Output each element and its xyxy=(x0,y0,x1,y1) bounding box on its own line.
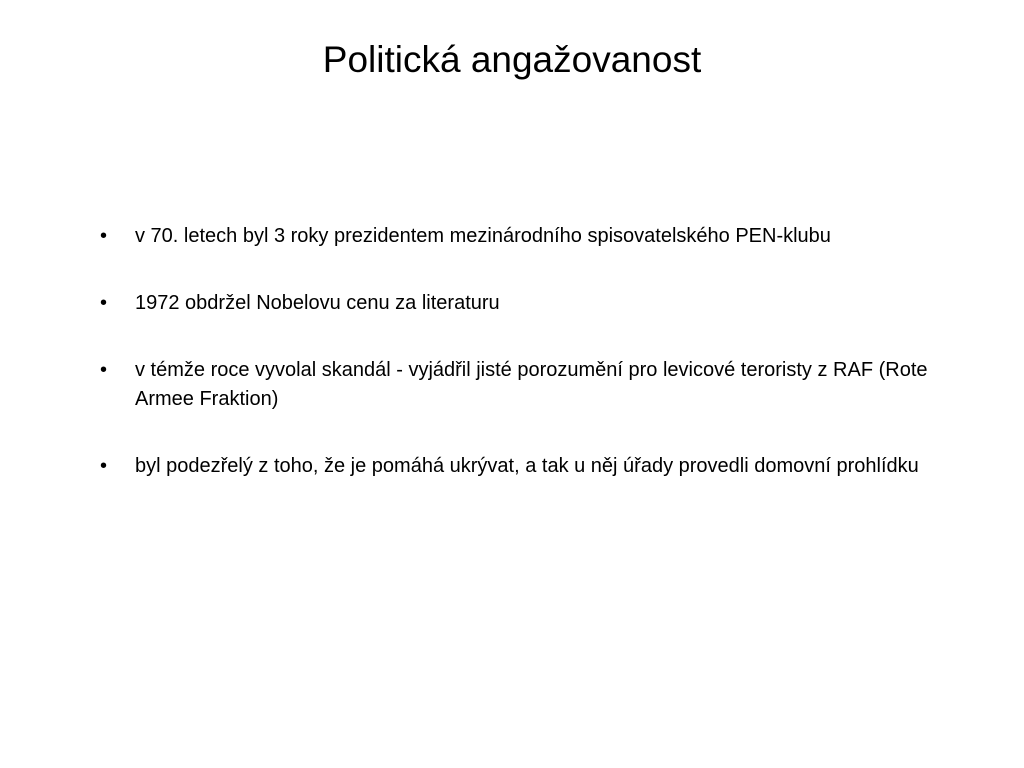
bullet-item-pen-club xyxy=(100,222,930,251)
bullet-icon: • xyxy=(100,455,108,477)
bullet-icon: • xyxy=(100,225,108,247)
bullet-icon: • xyxy=(100,292,108,314)
bullet-item-nobel-prize xyxy=(100,289,930,318)
bullet-text: v 70. letech byl 3 roky prezidentem mezinárodního spisovatelského PEN-klubu xyxy=(135,225,831,247)
bullet-icon: • xyxy=(100,359,108,381)
bullet-text: v témže roce vyvolal skandál - vyjádřil jisté porozumění pro levicové teroristy z RAF (Rote Armee Fraktion) xyxy=(135,359,928,410)
bullet-list xyxy=(100,222,930,481)
bullet-item-house-search xyxy=(100,452,930,481)
bullet-text: byl podezřelý z toho, že je pomáhá ukrývat, a tak u něj úřady provedli domovní prohlídku xyxy=(135,455,919,477)
slide-title: Politická angažovanost xyxy=(322,39,702,80)
bullet-text: 1972 obdržel Nobelovu cenu za literaturu xyxy=(135,292,500,314)
bullet-item-scandal xyxy=(100,356,930,414)
